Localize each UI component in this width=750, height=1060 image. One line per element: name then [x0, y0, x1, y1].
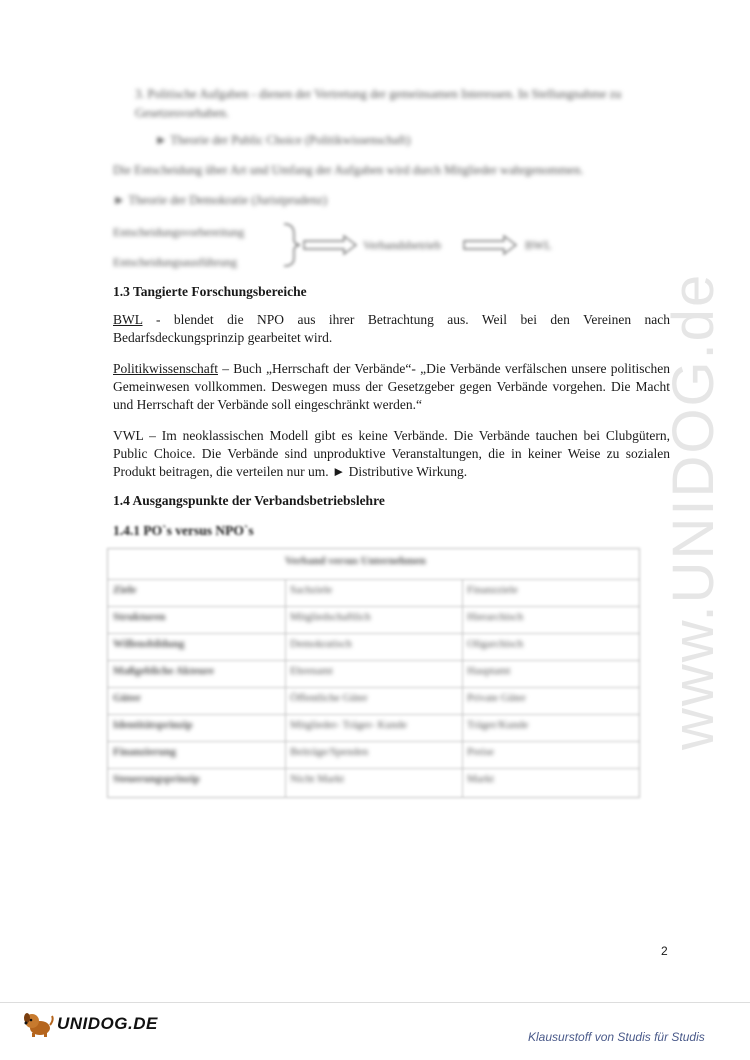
subsection-heading: 1.4.1 PO`s versus NPO`s [113, 523, 254, 538]
paragraph-text: - blendet die NPO aus ihrer Betrachtung aus. Weil bei den Vereinen nach Bedarfsdeckungsprinzip gearbeitet wird. [113, 312, 670, 345]
table-cell: Finanzziele [467, 584, 518, 596]
table-cell: Träger/Kunde [467, 719, 529, 731]
flow-label: Entscheidungsausführung [113, 255, 237, 269]
page-number: 2 [661, 944, 668, 958]
table-cell: Sachziele [290, 584, 333, 596]
table-cell: Beiträge/Spenden [290, 746, 369, 758]
table-cell: Ehrenamt [290, 665, 333, 677]
table-cell: Hauptamt [467, 665, 511, 677]
table-row-label: Willensbildung [113, 638, 185, 650]
table-row-label: Steuerungsprinzip [113, 773, 200, 785]
dog-icon [22, 1010, 54, 1038]
section-heading: 1.4 Ausgangspunkte der Verbandsbetriebslehre [113, 493, 385, 508]
blurred-list-item: 3. Politische Aufgaben - dienen der Vertretung der gemeinsamen Interessen. In Stellungnahme zu Gesetzesvorhaben. [135, 87, 622, 120]
table-row-label: Güter [113, 692, 142, 704]
term-bwl: BWL [113, 312, 143, 327]
arrow-icon [304, 236, 356, 254]
arrow-icon [464, 236, 516, 254]
table-cell: Oligarchisch [467, 638, 524, 650]
flow-label: Entscheidungsvorbereitung [113, 225, 245, 239]
table-cell: Mitgliedschaftlich [290, 611, 371, 623]
watermark: www.UNIDOG.de [661, 272, 726, 750]
flow-label: BWL [525, 238, 552, 252]
table-row-label: Finanzierung [113, 746, 176, 758]
table-header: Verband versus Unternehmen [285, 555, 426, 567]
section-heading: 1.3 Tangierte Forschungsbereiche [113, 284, 307, 299]
table-row-label: Ziele [113, 584, 137, 596]
table-cell: Demokratisch [290, 638, 352, 650]
blurred-arrow-line: ► Theorie der Public Choice (Politikwissenschaft) [155, 133, 411, 147]
table-row-label: Strukturen [113, 611, 166, 623]
footer-divider [0, 1002, 750, 1003]
footer-tagline: Klausurstoff von Studis für Studis [528, 1030, 705, 1044]
paragraph-politik [113, 360, 670, 414]
table-row-label: Identitätsprinzip [113, 719, 193, 731]
table-cell: Hierarchisch [467, 611, 524, 623]
table-row-label: Maßgebliche Akteure [113, 665, 214, 677]
table-cell: Preise [467, 746, 494, 758]
table-cell: Mitglieder- Träger- Kunde [290, 719, 407, 731]
paragraph-vwl: VWL – Im neoklassischen Modell gibt es keine Verbände. Die Verbände tauchen bei Clubgütern, Public Choice. Die Verbände sind unproduktive Veranstaltungen, die in keiner Weise zu sozialen Produkt beitragen, die verteilen nur um. ► Distributive Wirkung. [113, 428, 670, 479]
paragraph-text: – Buch „Herrschaft der Verbände“- „Die Verbände verfälschen unsere politischen Gemeinwesen vollkommen. Deswegen muss der Gesetzgeber gegen Verbände vorgehen. Die Macht und Herrschaft der Verbände soll eingeschränkt werden.“ [113, 361, 670, 412]
table-cell: Private Güter [467, 692, 526, 704]
paragraph-bwl [113, 311, 670, 347]
flow-label: Verbandsbetrieb [363, 238, 441, 252]
table-cell: Nicht Markt [290, 773, 345, 785]
term-politikwissenschaft: Politikwissenschaft [113, 361, 218, 376]
blurred-arrow-line: ► Theorie der Demokratie (Juristprudenz) [113, 193, 328, 207]
site-logo[interactable] [22, 1010, 158, 1038]
table-cell: Öffentliche Güter [290, 692, 368, 704]
blurred-paragraph: Die Entscheidung über Art und Umfang der Aufgaben wird durch Mitglieder wahrgenommen. [113, 163, 584, 177]
brace-shape [284, 224, 300, 266]
logo-text: UNIDOG.DE [57, 1014, 158, 1033]
table-cell: Markt [467, 773, 494, 785]
